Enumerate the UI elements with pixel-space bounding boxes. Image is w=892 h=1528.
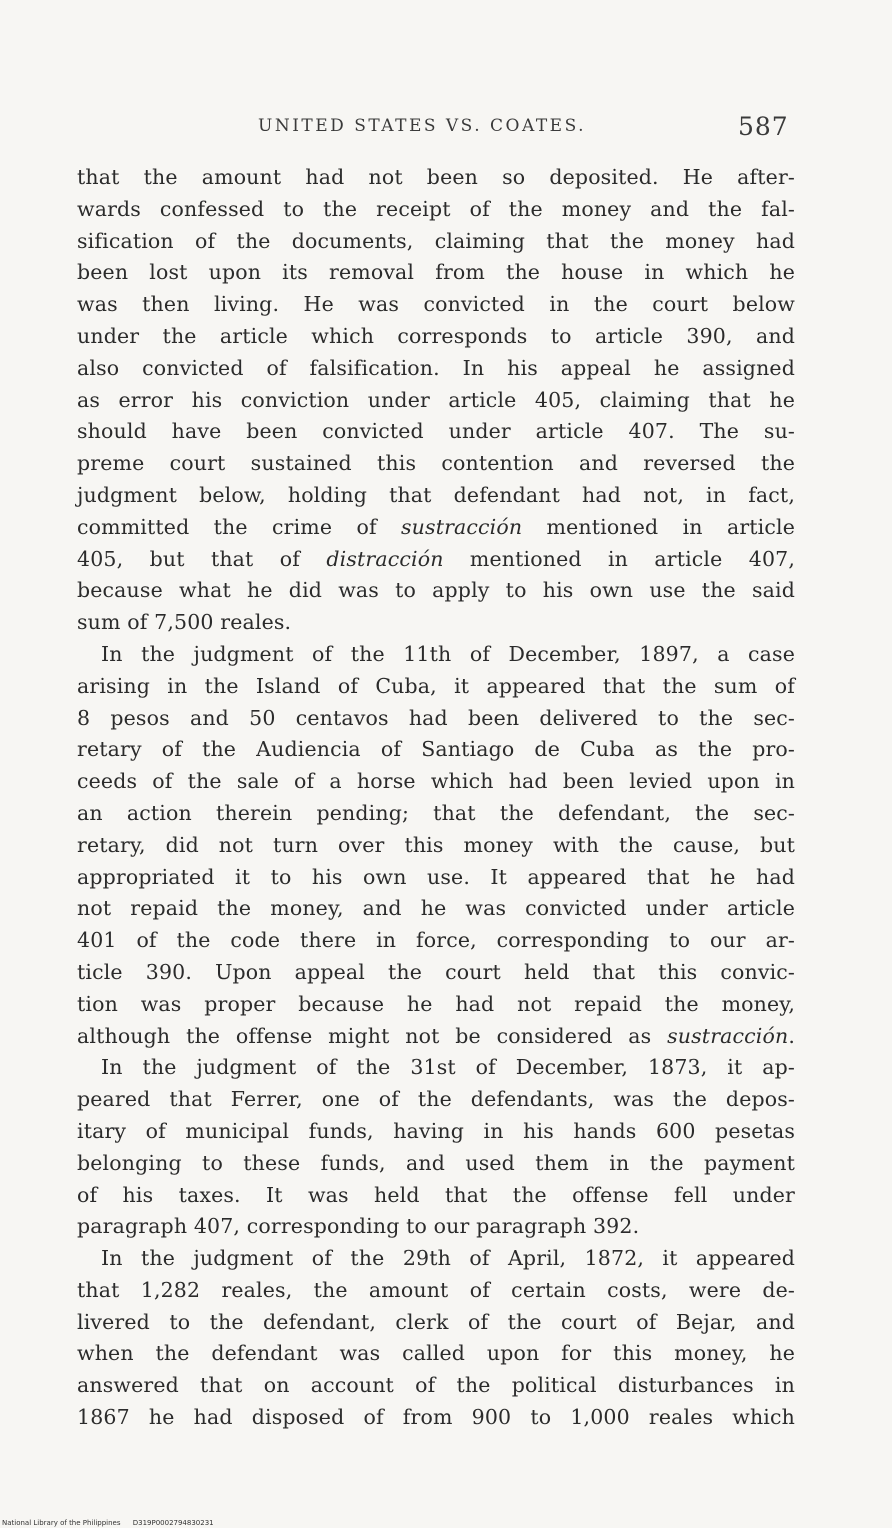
text-line: tion was proper because he had not repaid the money, (77, 991, 795, 1016)
italic-term: sustracción (667, 1023, 789, 1048)
italic-term: distracción (326, 546, 444, 571)
text-line: sum of 7,500 reales. (77, 610, 292, 635)
text-line: In the judgment of the 31st of December, 1873, it ap- (101, 1055, 795, 1080)
text-segment: although the offense might not be considered as (77, 1023, 668, 1048)
text-line: an action therein pending; that the defendant, the sec- (77, 800, 795, 825)
running-title: UNITED STATES VS. COATES. (258, 116, 587, 136)
text-line: peared that Ferrer, one of the defendants, was the depos- (77, 1087, 795, 1112)
text-segment: mentioned in article 407, (443, 546, 795, 571)
text-line: In the judgment of the 29th of April, 1872, it appeared (101, 1246, 795, 1271)
text-line: 8 pesos and 50 centavos had been delivered to the sec- (77, 705, 795, 730)
text-line: under the article which corresponds to article 390, and (77, 323, 795, 348)
text-segment: . (788, 1023, 795, 1048)
text-line (77, 512, 795, 544)
scan-footer (2, 1519, 224, 1527)
text-line: itary of municipal funds, having in his hands 600 pesetas (77, 1118, 795, 1143)
text-segment: 405, but that of (77, 546, 327, 571)
text-line: sification of the documents, claiming that the money had (77, 228, 795, 253)
text-line: also convicted of falsification. In his appeal he assigned (77, 355, 795, 380)
text-line: arising in the Island of Cuba, it appeared that the sum of (77, 673, 795, 698)
text-line: 1867 he had disposed of from 900 to 1,000 reales which (77, 1405, 795, 1430)
text-line: appropriated it to his own use. It appeared that he had (77, 864, 795, 889)
text-line: when the defendant was called upon for this money, he (77, 1341, 795, 1366)
body-text (77, 162, 795, 1434)
text-line: 401 of the code there in force, corresponding to our ar- (77, 928, 795, 953)
text-line: of his taxes. It was held that the offense fell under (77, 1182, 795, 1207)
library-credit: National Library of the Philippines (2, 1519, 121, 1527)
text-line (77, 1021, 795, 1053)
text-line: not repaid the money, and he was convicted under article (77, 896, 795, 921)
text-line: In the judgment of the 11th of December, 1897, a case (101, 641, 795, 666)
text-line: that the amount had not been so deposited. He after- (77, 165, 795, 189)
text-line: paragraph 407, corresponding to our paragraph 392. (77, 1214, 640, 1239)
page-number: 587 (738, 112, 789, 141)
text-line: should have been convicted under article 407. The su- (77, 419, 795, 444)
italic-term: sustracción (401, 514, 523, 539)
text-line: was then living. He was convicted in the court below (77, 292, 795, 317)
text-line: because what he did was to apply to his own use the said (77, 578, 795, 603)
text-line: livered to the defendant, clerk of the court of Bejar, and (77, 1309, 795, 1334)
text-line: preme court sustained this contention and reversed the (77, 451, 795, 476)
text-line: that 1,282 reales, the amount of certain costs, were de- (77, 1277, 795, 1302)
text-segment: committed the crime of (77, 514, 402, 539)
text-line: retary of the Audiencia of Santiago de Cuba as the pro- (77, 737, 795, 762)
text-line: retary, did not turn over this money with the cause, but (77, 832, 795, 857)
text-line: been lost upon its removal from the house in which he (77, 260, 795, 285)
text-line: ceeds of the sale of a horse which had been levied upon in (77, 769, 795, 794)
running-head (0, 112, 892, 146)
text-line: wards confessed to the receipt of the money and the fal- (77, 196, 795, 221)
text-line: belonging to these funds, and used them in the payment (77, 1150, 795, 1175)
scan-identifier: D319P0002794830231 (132, 1519, 214, 1527)
text-line (77, 544, 795, 576)
text-line: judgment below, holding that defendant had not, in fact, (77, 482, 795, 507)
text-line: as error his conviction under article 405, claiming that he (77, 387, 795, 412)
text-line: ticle 390. Upon appeal the court held that this convic- (77, 959, 795, 984)
text-segment: mentioned in article (522, 514, 795, 539)
text-line: answered that on account of the political disturbances in (77, 1373, 795, 1398)
